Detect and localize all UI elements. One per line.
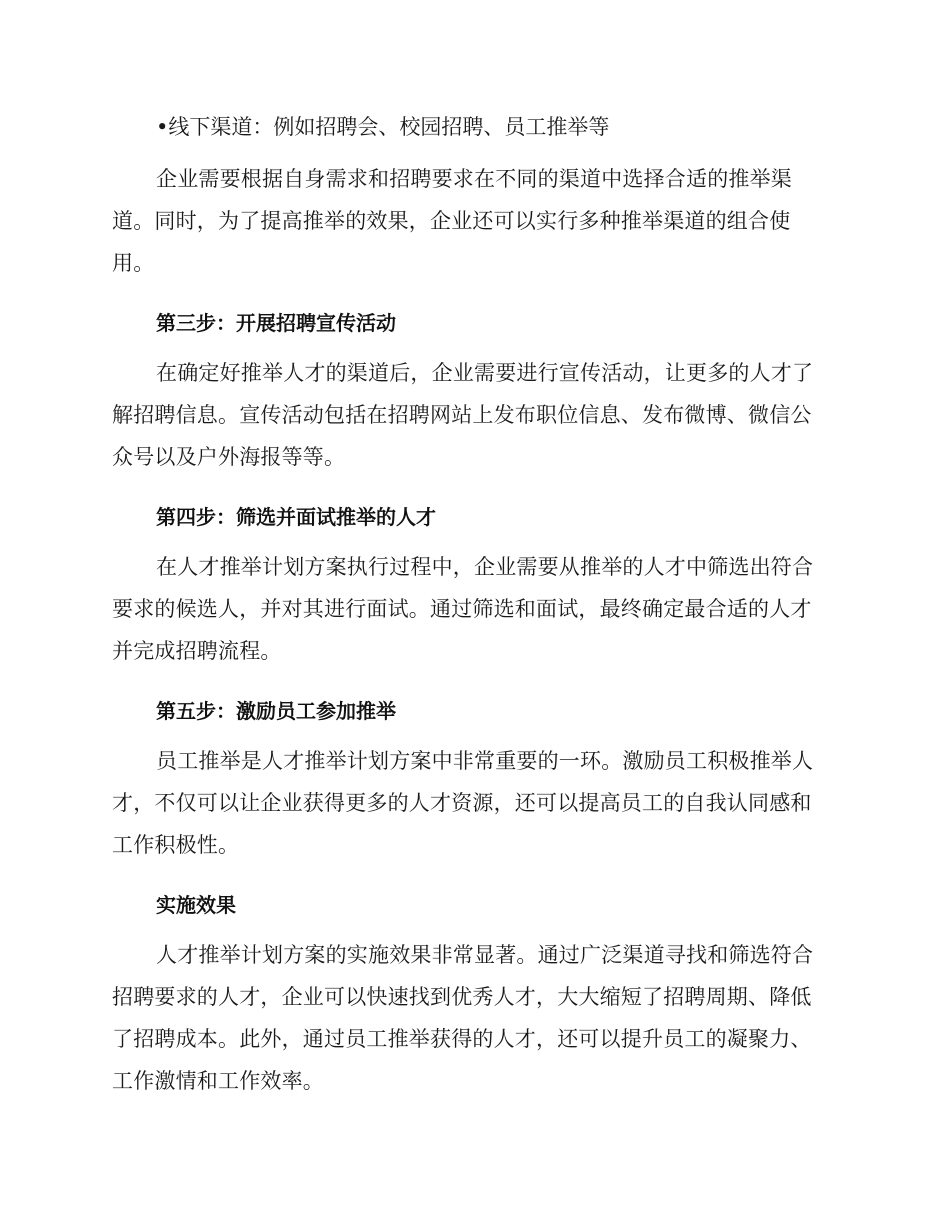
paragraph-step-three: 在确定好推举人才的渠道后，企业需要进行宣传活动，让更多的人才了解招聘信息。宣传活动包括在招聘网站上发布职位信息、发布微博、微信公众号以及户外海报等等。 [112, 361, 814, 469]
bullet-offline-channels: •线下渠道：例如招聘会、校园招聘、员工推举等 [156, 115, 610, 139]
paragraph-choose-channels: 企业需要根据自身需求和招聘要求在不同的渠道中选择合适的推举渠道。同时，为了提高推举的效果，企业还可以实行多种推举渠道的组合使用。 [112, 167, 792, 275]
paragraph-step-four: 在人才推举计划方案执行过程中，企业需要从推举的人才中筛选出符合要求的候选人，并对其进行面试。通过筛选和面试，最终确定最合适的人才并完成招聘流程。 [112, 555, 814, 663]
document-body [112, 106, 832, 1102]
paragraph-implementation-effect: 人才推举计划方案的实施效果非常显著。通过广泛渠道寻找和筛选符合招聘要求的人才，企业可以快速找到优秀人才，大大缩短了招聘周期、降低了招聘成本。此外，通过员工推举获得的人才，还可以提升员工的凝聚力、工作激情和工作效率。 [112, 943, 814, 1093]
heading-step-four: 第四步：筛选并面试推举的人才 [156, 505, 436, 529]
heading-implementation-effect: 实施效果 [156, 893, 236, 917]
heading-step-three: 第三步：开展招聘宣传活动 [156, 311, 396, 335]
paragraph-step-five: 员工推举是人才推举计划方案中非常重要的一环。激励员工积极推举人才，不仅可以让企业获得更多的人才资源，还可以提高员工的自我认同感和工作积极性。 [112, 749, 814, 857]
heading-step-five: 第五步：激励员工参加推举 [156, 699, 396, 723]
